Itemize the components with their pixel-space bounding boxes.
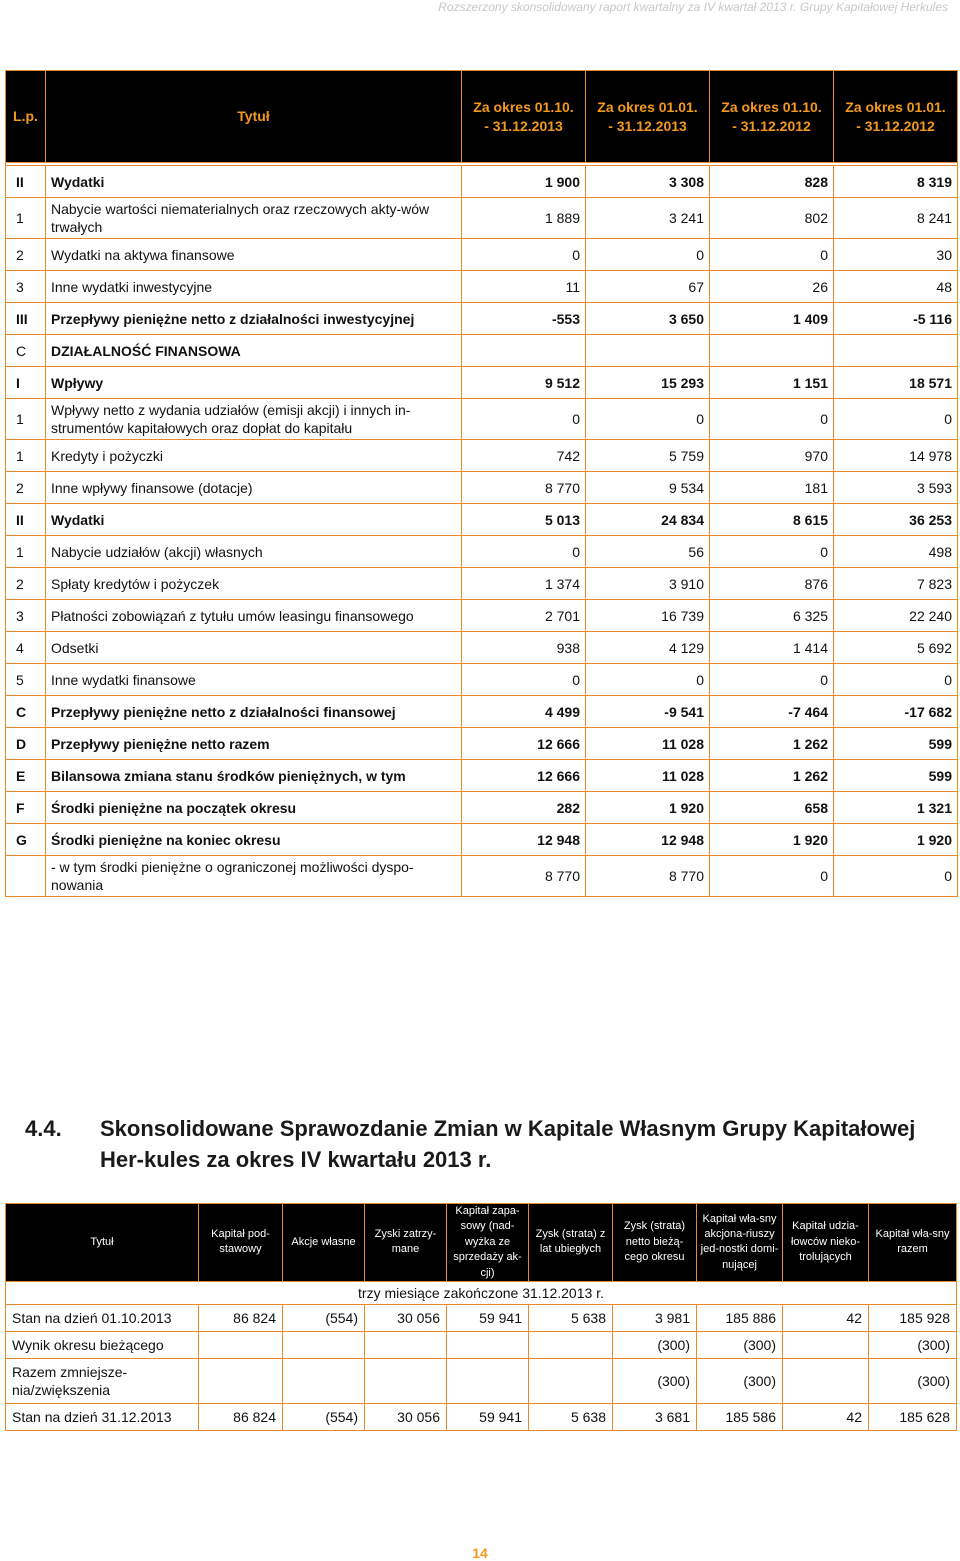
row-title: Nabycie wartości niematerialnych oraz rzeczowych akty-wów trwałych [46,198,462,239]
row-value: 0 [834,399,958,440]
table-row [6,632,958,664]
header-period-3: Za okres 01.10. - 31.12.2012 [710,71,834,163]
row-value: 14 978 [834,440,958,472]
row-lp: 1 [6,198,46,239]
row-value: 1 374 [462,568,586,600]
row-value [447,1331,529,1358]
row-title: Przepływy pieniężne netto z działalności inwestycyjnej [46,303,462,335]
row-value: 48 [834,271,958,303]
row-value: 1 900 [462,166,586,198]
row-value: 11 028 [586,728,710,760]
row-value: 18 571 [834,367,958,399]
table-row [6,303,958,335]
row-value: -17 682 [834,696,958,728]
row-lp: 3 [6,271,46,303]
row-value: 599 [834,760,958,792]
row-value: 185 586 [697,1403,783,1430]
row-value: 1 262 [710,760,834,792]
row-value [447,1358,529,1403]
table-row [6,239,958,271]
table-row [6,440,958,472]
row-value: 970 [710,440,834,472]
row-lp: D [6,728,46,760]
table-row [6,600,958,632]
row-value: 0 [710,856,834,897]
row-title: Odsetki [46,632,462,664]
row-value: 1 414 [710,632,834,664]
row-value: 599 [834,728,958,760]
row-value: 4 499 [462,696,586,728]
row-lp: II [6,504,46,536]
row-value: 1 321 [834,792,958,824]
row-lp: 1 [6,440,46,472]
row-lp: III [6,303,46,335]
row-value: 67 [586,271,710,303]
table-row [6,568,958,600]
equity-header-cell: Kapitał pod-stawowy [199,1204,283,1282]
header-period-4: Za okres 01.01. - 31.12.2012 [834,71,958,163]
table-row [6,696,958,728]
equity-header-row [6,1204,957,1282]
row-value: 1 889 [462,198,586,239]
table-row [6,166,958,198]
row-title: Inne wydatki inwestycyjne [46,271,462,303]
table-row [6,536,958,568]
equity-header-cell: Kapitał wła-sny razem [869,1204,957,1282]
section-heading [25,1113,950,1175]
row-value: 86 824 [199,1403,283,1430]
equity-header-cell: Zysk (strata) z lat ubiegłych [529,1204,613,1282]
row-title: Stan na dzień 01.10.2013 [6,1304,199,1331]
row-value: 3 981 [613,1304,697,1331]
row-value: 30 [834,239,958,271]
row-value: -7 464 [710,696,834,728]
row-value [586,335,710,367]
equity-header-cell: Kapitał wła-sny akcjona-riuszy jed-nostki domi-nującej [697,1204,783,1282]
row-value: 6 325 [710,600,834,632]
row-value: 5 692 [834,632,958,664]
row-lp: 2 [6,568,46,600]
row-title: Wpływy netto z wydania udziałów (emisji akcji) i innych in-strumentów kapitałowych oraz dopłat do kapitału [46,399,462,440]
row-value: 0 [586,239,710,271]
row-lp: 5 [6,664,46,696]
row-lp: E [6,760,46,792]
row-value [783,1358,869,1403]
section-number: 4.4. [25,1116,62,1141]
table-row [6,271,958,303]
page-number: 14 [472,1545,488,1561]
row-value: -5 116 [834,303,958,335]
row-value: 8 770 [462,856,586,897]
row-value: 938 [462,632,586,664]
row-value: 15 293 [586,367,710,399]
row-value: (300) [697,1358,783,1403]
row-value [834,335,958,367]
table-row [6,1403,957,1430]
row-value: 1 920 [834,824,958,856]
table-row [6,1304,957,1331]
row-value: (554) [283,1304,365,1331]
table-row [6,399,958,440]
row-title: Środki pieniężne na koniec okresu [46,824,462,856]
row-value: 26 [710,271,834,303]
header-lp: L.p. [6,71,46,163]
header-period-1: Za okres 01.10. - 31.12.2013 [462,71,586,163]
table-row [6,728,958,760]
row-value: (300) [869,1331,957,1358]
row-lp: 1 [6,536,46,568]
row-value: 1 151 [710,367,834,399]
row-title: Bilansowa zmiana stanu środków pieniężnych, w tym [46,760,462,792]
row-value: 1 920 [586,792,710,824]
cashflow-table [5,70,958,897]
row-value: 0 [834,664,958,696]
row-value [783,1331,869,1358]
row-lp: F [6,792,46,824]
row-value: 1 920 [710,824,834,856]
row-title: Płatności zobowiązań z tytułu umów leasingu finansowego [46,600,462,632]
table-row [6,856,958,897]
cashflow-header-row [6,71,958,163]
row-title: Przepływy pieniężne netto z działalności finansowej [46,696,462,728]
row-value [462,335,586,367]
row-title: Nabycie udziałów (akcji) własnych [46,536,462,568]
row-value: 5 013 [462,504,586,536]
row-value [529,1358,613,1403]
row-title: Wydatki [46,166,462,198]
equity-period-caption: trzy miesiące zakończone 31.12.2013 r. [6,1281,957,1304]
row-value: -553 [462,303,586,335]
equity-header-cell: Kapitał zapa-sowy (nad-wyżka ze sprzedaży ak-cji) [447,1204,529,1282]
row-value: 658 [710,792,834,824]
table-row [6,1331,957,1358]
table-row [6,367,958,399]
row-value: 9 512 [462,367,586,399]
row-value: 11 028 [586,760,710,792]
row-value [199,1358,283,1403]
row-value: 3 593 [834,472,958,504]
row-title: Stan na dzień 31.12.2013 [6,1403,199,1430]
row-value: 7 823 [834,568,958,600]
row-lp: 2 [6,239,46,271]
row-title: DZIAŁALNOŚĆ FINANSOWA [46,335,462,367]
row-value: (300) [697,1331,783,1358]
row-lp: II [6,166,46,198]
row-value: 181 [710,472,834,504]
row-value: 0 [710,239,834,271]
row-value: 802 [710,198,834,239]
row-value: 8 241 [834,198,958,239]
row-value: 1 409 [710,303,834,335]
row-value: 42 [783,1403,869,1430]
row-value: 8 770 [462,472,586,504]
row-value: 4 129 [586,632,710,664]
row-value: 8 319 [834,166,958,198]
equity-changes-table [5,1203,957,1431]
row-title: Wydatki na aktywa finansowe [46,239,462,271]
row-lp: C [6,696,46,728]
row-value: 498 [834,536,958,568]
row-value [365,1331,447,1358]
row-title: Wydatki [46,504,462,536]
table-row [6,472,958,504]
row-title: Inne wpływy finansowe (dotacje) [46,472,462,504]
equity-header-cell: Tytuł [6,1204,199,1282]
row-value: 5 638 [529,1403,613,1430]
row-value: 185 628 [869,1403,957,1430]
row-title: Wynik okresu bieżącego [6,1331,199,1358]
row-value: (300) [613,1331,697,1358]
row-lp: 1 [6,399,46,440]
row-title: Spłaty kredytów i pożyczek [46,568,462,600]
equity-header-cell: Zysk (strata) netto bieżą-cego okresu [613,1204,697,1282]
row-value: 12 666 [462,728,586,760]
table-row [6,760,958,792]
table-row [6,1358,957,1403]
table-row [6,504,958,536]
row-title: Przepływy pieniężne netto razem [46,728,462,760]
section-title: Skonsolidowane Sprawozdanie Zmian w Kapitale Własnym Grupy Kapitałowej Her-kules za okres IV kwartału 2013 r. [100,1116,916,1172]
row-value: 2 701 [462,600,586,632]
row-value: 3 241 [586,198,710,239]
row-value: 0 [710,664,834,696]
row-value: 59 941 [447,1304,529,1331]
table-row [6,664,958,696]
row-value [365,1358,447,1403]
row-value: 742 [462,440,586,472]
row-title: Razem zmniejsze-nia/zwiększenia [6,1358,199,1403]
row-value: 828 [710,166,834,198]
row-value: 59 941 [447,1403,529,1430]
row-title: Środki pieniężne na początek okresu [46,792,462,824]
row-value: 0 [710,399,834,440]
row-value: 86 824 [199,1304,283,1331]
row-value: 42 [783,1304,869,1331]
row-value: 12 948 [586,824,710,856]
row-value: 30 056 [365,1304,447,1331]
row-value: 0 [462,536,586,568]
row-value: 56 [586,536,710,568]
row-value: (300) [869,1358,957,1403]
row-value: 1 262 [710,728,834,760]
row-title: Inne wydatki finansowe [46,664,462,696]
row-value: (554) [283,1403,365,1430]
row-value [283,1358,365,1403]
table-row [6,335,958,367]
header-period-2: Za okres 01.01. - 31.12.2013 [586,71,710,163]
row-lp: C [6,335,46,367]
row-value: 24 834 [586,504,710,536]
row-lp: G [6,824,46,856]
row-value: 5 759 [586,440,710,472]
row-title: Kredyty i pożyczki [46,440,462,472]
row-value: 0 [462,399,586,440]
row-value: 0 [586,664,710,696]
row-value: 0 [710,536,834,568]
equity-header-cell: Akcje własne [283,1204,365,1282]
row-value: 3 910 [586,568,710,600]
row-value: 0 [462,664,586,696]
row-value [283,1331,365,1358]
row-value: 5 638 [529,1304,613,1331]
header-title: Tytuł [46,71,462,163]
row-value: 185 886 [697,1304,783,1331]
row-value: -9 541 [586,696,710,728]
equity-header-cell: Kapitał udzia-łowców nieko-trolujących [783,1204,869,1282]
row-value: 22 240 [834,600,958,632]
row-value: 16 739 [586,600,710,632]
row-value: 185 928 [869,1304,957,1331]
table-row [6,824,958,856]
row-value: 11 [462,271,586,303]
table-row [6,198,958,239]
row-value: 0 [586,399,710,440]
row-value [710,335,834,367]
row-title: Wpływy [46,367,462,399]
row-value [529,1331,613,1358]
row-value: 8 770 [586,856,710,897]
row-lp: 4 [6,632,46,664]
page-header: Rozszerzony skonsolidowany raport kwartalny za IV kwartał 2013 r. Grupy Kapitałowej Herkules [438,0,948,14]
row-value: 12 666 [462,760,586,792]
row-title: - w tym środki pieniężne o ograniczonej możliwości dyspo-nowania [46,856,462,897]
row-value: 0 [462,239,586,271]
row-value: 9 534 [586,472,710,504]
row-lp: I [6,367,46,399]
row-value: 36 253 [834,504,958,536]
row-value: 30 056 [365,1403,447,1430]
equity-header-cell: Zyski zatrzy-mane [365,1204,447,1282]
row-lp: 2 [6,472,46,504]
row-value: 8 615 [710,504,834,536]
row-value: 12 948 [462,824,586,856]
row-value [199,1331,283,1358]
row-value: 0 [834,856,958,897]
row-value: 3 650 [586,303,710,335]
row-lp [6,856,46,897]
row-value: 876 [710,568,834,600]
equity-caption-row [6,1281,957,1304]
row-value: 3 681 [613,1403,697,1430]
row-lp: 3 [6,600,46,632]
row-value: 3 308 [586,166,710,198]
row-value: (300) [613,1358,697,1403]
row-value: 282 [462,792,586,824]
table-row [6,792,958,824]
